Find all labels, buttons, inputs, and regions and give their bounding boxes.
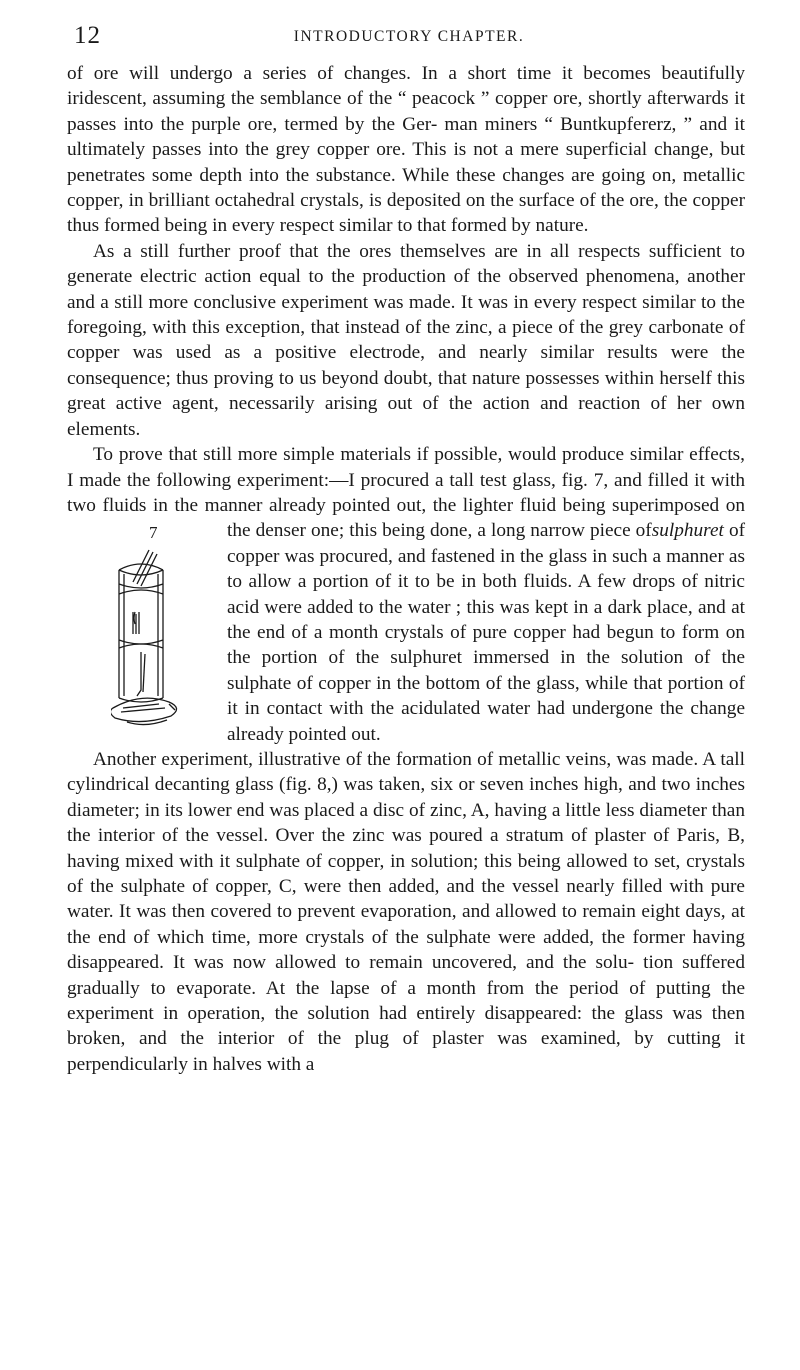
- running-head: INTRODUCTORY CHAPTER.: [293, 28, 525, 45]
- sulphuret-italic: sulphuret: [651, 520, 724, 542]
- body-text: [67, 61, 745, 1077]
- page-number: 12: [74, 22, 101, 49]
- page-header: [74, 22, 744, 52]
- paragraph-3-rest: of copper was procured, and fastened in the glass in such a manner as to allow a portion of it to be in both fluids. A few drops of nitric acid were added to the water ; this was kept in a dark place, and at the end of a month crystals of pure copper had begun to form on the portion of the sulphuret immersed in the solution of the sulphate of copper in the bottom of the glass, while that portion of it in contact with the acidulated water had undergone the change already pointed out.: [227, 520, 745, 745]
- figure-7: [111, 522, 221, 732]
- paragraph-2: As a still further proof that the ores themselves are in all respects sufficient to generate electric action equal to the production of the observed phenomena, another and a still more conclusive experiment was made. It was in every respect similar to the foregoing, with this exception, that instead of the zinc, a piece of the grey carbonate of copper was used as a positive electrode, and nearly similar results were the consequence; thus proving to us beyond doubt, that nature possesses within herself this great active agent, necessarily arising out of the action and reaction of her own elements.: [67, 240, 745, 440]
- test-glass-illustration: [111, 522, 221, 732]
- paragraph-1: of ore will undergo a series of changes. In a short time it becomes beautifully iridescent, assuming the semblance of the “ peacock ” copper ore, shortly afterwards it passes into the purple ore, termed by the Ger- man miners “ Buntkupfererz, ” and it ultimately passes into the grey copper ore. This is not a mere superficial change, but penetrates some depth into the substance. While these changes are going on, metallic copper, in brilliant octahedral crystals, is deposited on the surface of the ore, the copper thus formed being in every respect similar to that formed by nature.: [67, 63, 745, 237]
- paragraph-3: [67, 442, 745, 747]
- paragraph-3-intro: To prove that still more simple materials if possible, would produce similar effects, I made the following experiment:—I procured a tall test glass, fig. 7, and filled it with two fluids in the manner already pointed out, the lighter fluid being superimposed on the denser one; this being done, a long narrow piece of: [67, 444, 745, 542]
- figure-7-label: 7: [149, 523, 158, 543]
- paragraph-4: Another experiment, illustrative of the formation of metallic veins, was made. A tall cylindrical decanting glass (fig. 8,) was taken, six or seven inches high, and two inches diameter; in its lower end was placed a disc of zinc, A, having a little less diameter than the interior of the vessel. Over the zinc was poured a stratum of plaster of Paris, B, having mixed with it sulphate of copper, in solution; this being allowed to set, crystals of the sulphate of copper, C, were then added, and the vessel nearly filled with pure water. It was then covered to prevent evaporation, and allowed to remain eight days, at the end of which time, more crystals of the sulphate were added, the former having disappeared. It was now allowed to remain uncovered, and the solu- tion suffered gradually to evaporate. At the lapse of a month from the period of putting the experiment in operation, the solution had entirely disappeared: the glass was then broken, and the interior of the plug of plaster was examined, by cutting it perpendicularly in halves with a: [67, 748, 745, 1075]
